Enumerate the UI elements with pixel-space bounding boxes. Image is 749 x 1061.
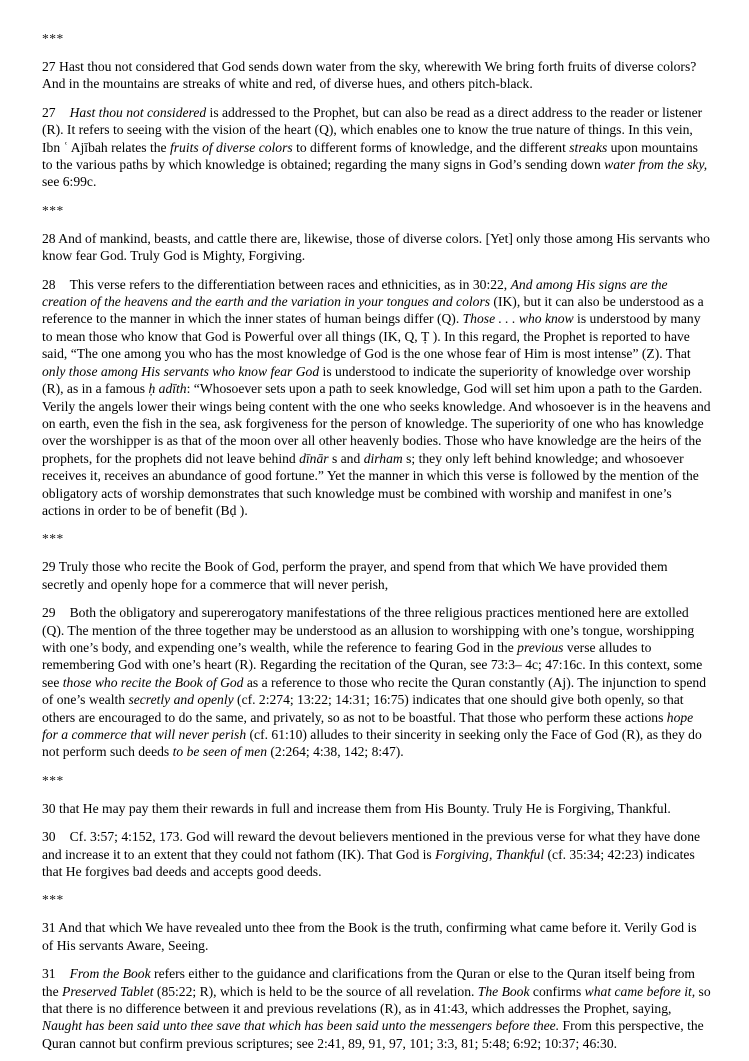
commentary-body: Both the obligatory and supererogatory manifestations of the three religious practices mentioned here are extolled (Q). The mention of the three together may be understood as an allusion to worshipping with one’s tongue, worshipping with one’s body, and expending one’s wealth, while the reference to fearing God in the previous verse alludes to remembering God with one’s heart (R). Regarding the recitation of the Quran, see 73:3– 4c; 47:16c. In this context, some see those who recite the Book of God as a reference to those who recite the Quran constantly (Aj). The injunction to spend of one’s wealth secretly and openly (cf. 2:274; 13:22; 14:31; 16:75) indicates that one should give both openly, so that others are encouraged to do the same, and privately, so as not to be boastful. That those who perform these actions hope for a commerce that will never perish (cf. 61:10) alludes to their sincerity in seeking only the Face of God (R), as they do not perform such deeds to be seen of men (2:264; 4:38, 142; 8:47). (42, 605, 707, 760)
verse-body: Hast thou not considered that God sends down water from the sky, wherewith We bring forth fruits of diverse colors? And in the mountains are streaks of white and red, of diverse hues, and others pitch-black. (42, 59, 697, 92)
verse-text-31 (42, 919, 711, 954)
commentary-body: Cf. 3:57; 4:152, 173. God will reward the devout believers mentioned in the previous verse for what they have done and increase it to an extent that they could not fathom (IK). That God is Forgiving, Thankful (cf. 35:34; 42:23) indicates that He forgives bad deeds and accepts good deeds. (42, 829, 701, 880)
verse-number: 30 (42, 800, 56, 816)
commentary-number: 30 (42, 829, 56, 845)
verse-body: that He may pay them their rewards in full and increase them from His Bounty. Truly He is Forgiving, Thankful. (59, 800, 671, 816)
verse-number: 27 (42, 59, 56, 74)
page-content (42, 30, 711, 1061)
verse-body: Truly those who recite the Book of God, perform the prayer, and spend from that which We have provided them secretly and openly hope for a commerce that will never perish, (42, 559, 668, 592)
commentary-29 (42, 604, 711, 761)
commentary-27 (42, 104, 711, 191)
verse-number: 31 (42, 920, 56, 936)
section-separator: *** (42, 31, 64, 46)
commentary-28 (42, 276, 711, 520)
commentary-number: 27 (42, 104, 56, 120)
section-separator: *** (42, 202, 64, 218)
commentary-number: 28 (42, 276, 56, 292)
verse-text-28 (42, 230, 711, 265)
verse-number: 28 (42, 230, 56, 246)
verse-body: And of mankind, beasts, and cattle there are, likewise, those of diverse colors. [Yet] only those among His servants who know fear God. Truly God is Mighty, Forgiving. (42, 230, 710, 264)
commentary-body: This verse refers to the differentiation between races and ethnicities, as in 30:22, And among His signs are the creation of the heavens and the earth and the variation in your tongues and colors (IK), but it can also be understood as a reference to the manner in which the inner states of human beings differ (Q). Those . . . who know is understood by many to mean those who know that God is Powerful over all things (IK, Q, Ṭ ). In this regard, the Prophet is reported to have said, “The one among you who has the most knowledge of God is the one whose fear of Him is most intense” (Z). That only those among His servants who know fear God is understood to indicate the superiority of knowledge over worship (R), as in a famous ḥ adīth: “Whosoever sets upon a path to seek knowledge, God will set him upon a path to the Garden. Verily the angels lower their wings being content with the one who seeks knowledge. And whosoever is in the heavens and on earth, even the fish in the sea, ask forgiveness for the person of knowledge. The superiority of one who has knowledge over the worshipper is as that of the moon over all other heavenly bodies. Those who have knowledge are the heirs of the prophets, for the prophets did not leave behind dīnār s and dirham s; they only left behind knowledge; and whosoever receives it, receives an abundance of good fortune.” Yet the manner in which this verse is followed by the mention of the obligatory acts of worship demonstrates that such knowledge must be combined with worship and manifest in one’s actions in order to be of benefit (Bḍ ). (42, 276, 711, 518)
commentary-31 (42, 965, 711, 1052)
commentary-body: Hast thou not considered is addressed to the Prophet, but can also be read as a direct address to the reader or listener (R). It refers to seeing with the vision of the heart (Q), which enables one to know the true nature of things. In this vein, Ibn ʿ Ajībah relates the fruits of diverse colors to different forms of knowledge, and the different streaks upon mountains to the various paths by which knowledge is obtained; regarding the many signs in God’s sending down water from the sky, see 6:99c. (42, 104, 708, 190)
commentary-30 (42, 828, 711, 880)
commentary-number: 29 (42, 605, 56, 621)
verse-body: And that which We have revealed unto thee from the Book is the truth, confirming what came before it. Verily God is of His servants Aware, Seeing. (42, 920, 697, 953)
commentary-body: From the Book refers either to the guidance and clarifications from the Quran or else to the Quran itself being from the Preserved Tablet (85:22; R), which is held to be the source of all revelation. The Book confirms what came before it, so that there is no difference between it and previous revelations (R), as in 41:43, which addresses the Prophet, saying, Naught has been said unto thee save that which has been said unto the messengers before thee. From this perspective, the Quran cannot but confirm previous scriptures; see 2:41, 89, 91, 97, 101; 3:3, 81; 5:48; 6:92; 10:37; 46:30. (42, 966, 711, 1051)
section-separator: *** (42, 531, 64, 547)
verse-text-29 (42, 558, 711, 593)
verse-text-27 (42, 58, 711, 93)
section-separator: *** (42, 772, 64, 788)
verse-number: 29 (42, 559, 56, 575)
section-separator: *** (42, 892, 64, 908)
verse-text-30 (42, 800, 711, 817)
commentary-number: 31 (42, 966, 56, 982)
